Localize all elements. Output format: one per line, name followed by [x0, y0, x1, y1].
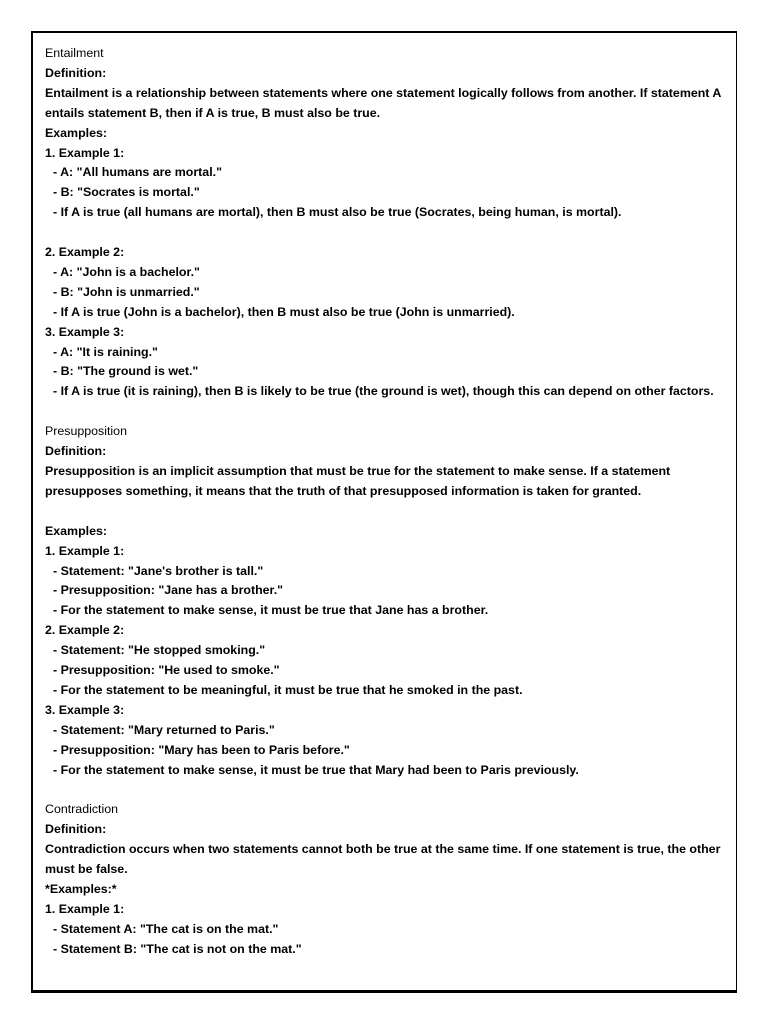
- example-heading: 1. Example 1:: [45, 543, 125, 558]
- example-item: - Statement: "Mary returned to Paris.": [53, 722, 275, 737]
- example-item: - A: "It is raining.": [53, 344, 158, 359]
- spacer: [45, 780, 725, 800]
- definition-label: Definition:: [45, 65, 107, 80]
- definition-label: Definition:: [45, 822, 107, 837]
- example-item: - A: "John is a bachelor.": [53, 264, 200, 279]
- examples-label: Examples:: [45, 125, 107, 140]
- example-heading: 1. Example 1:: [45, 901, 125, 916]
- examples-label: *Examples:*: [45, 882, 117, 896]
- example-item: - Presupposition: "Mary has been to Paris before.": [53, 742, 350, 757]
- example-item: - B: "John is unmarried.": [53, 284, 200, 299]
- example-item: - B: "Socrates is mortal.": [53, 185, 200, 200]
- example-item: - Statement: "He stopped smoking.": [53, 643, 266, 658]
- example-item: - Presupposition: "He used to smoke.": [53, 663, 280, 678]
- example-item: - For the statement to make sense, it must be true that Mary had been to Paris previously.: [53, 762, 579, 777]
- section-title-contradiction: Contradiction: [45, 802, 119, 817]
- example-item: - For the statement to make sense, it must be true that Jane has a brother.: [53, 603, 489, 618]
- spacer: [45, 502, 725, 522]
- definition-text: Contradiction occurs when two statements cannot both be true at the same time. If one statement is true, the other must be false.: [45, 842, 721, 877]
- spacer: [45, 402, 725, 422]
- example-item: - B: "The ground is wet.": [53, 364, 199, 379]
- example-item: - Statement B: "The cat is not on the mat.": [53, 941, 302, 956]
- example-heading: 2. Example 2:: [45, 623, 125, 638]
- example-item: - If A is true (John is a bachelor), then B must also be true (John is unmarried).: [53, 304, 515, 319]
- section-title-entailment: Entailment: [45, 46, 104, 60]
- example-heading: 1. Example 1:: [45, 145, 125, 160]
- example-item: - A: "All humans are mortal.": [53, 165, 222, 180]
- examples-label: Examples:: [45, 523, 107, 538]
- section-title-presupposition: Presupposition: [45, 424, 127, 439]
- example-item: - Statement: "Jane's brother is tall.": [53, 563, 264, 578]
- definition-text: Entailment is a relationship between statements where one statement logically follows from another. If statement A entails statement B, then if A is true, B must also be true.: [45, 85, 721, 120]
- example-heading: 3. Example 3:: [45, 702, 125, 717]
- example-item: - If A is true (all humans are mortal), then B must also be true (Socrates, being human, is mortal).: [53, 205, 622, 220]
- definition-label: Definition:: [45, 444, 107, 459]
- definition-text: Presupposition is an implicit assumption that must be true for the statement to make sense. If a statement presupposes something, it means that the truth of that presupposed information is taken for granted.: [45, 464, 671, 498]
- example-item: - For the statement to be meaningful, it must be true that he smoked in the past.: [53, 682, 523, 697]
- example-item: - If A is true (it is raining), then B is likely to be true (the ground is wet), though this can depend on other factors.: [53, 384, 714, 399]
- spacer: [45, 223, 725, 243]
- example-item: - Presupposition: "Jane has a brother.": [53, 583, 284, 598]
- document-body: [45, 44, 725, 960]
- example-heading: 2. Example 2:: [45, 245, 125, 260]
- example-item: - Statement A: "The cat is on the mat.": [53, 921, 279, 936]
- example-heading: 3. Example 3:: [45, 324, 125, 339]
